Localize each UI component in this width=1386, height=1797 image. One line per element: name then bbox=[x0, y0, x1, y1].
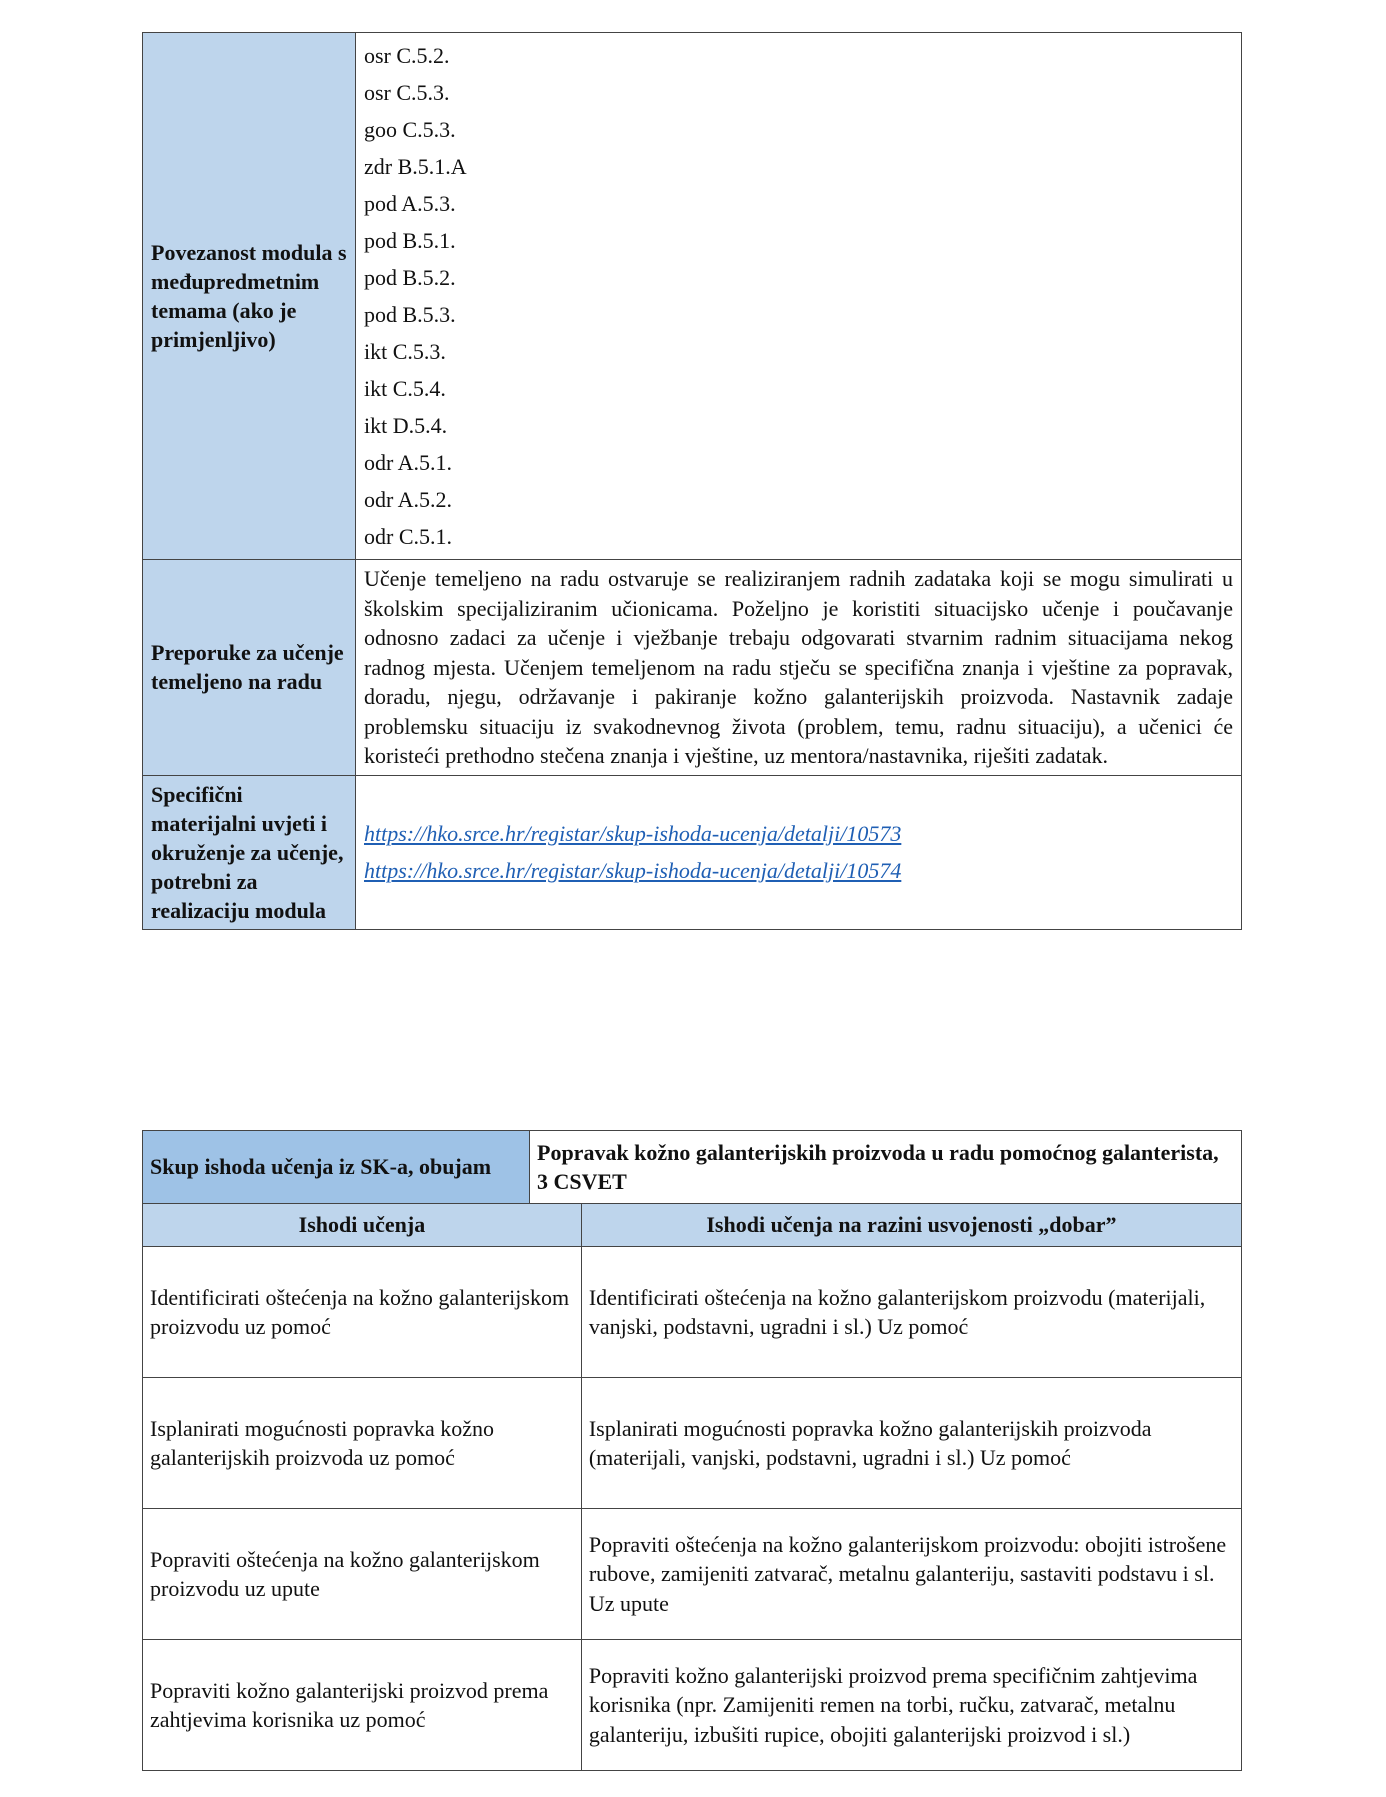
registry-link[interactable]: https://hko.srce.hr/registar/skup-ishoda-ucenja/detalji/10573 bbox=[364, 821, 902, 846]
good-level-cell: Popraviti oštećenja na kožno galanterijskom proizvodu: obojiti istrošene rubove, zamijeniti zatvarač, metalnu galanteriju, sastaviti podstavu i sl. Uz upute bbox=[581, 1509, 1241, 1640]
good-level-cell: Identificirati oštećenja na kožno galanterijskom proizvodu (materijali, vanjski, podstavni, ugradni i sl.) Uz pomoć bbox=[581, 1247, 1241, 1378]
outcomes-set-header bbox=[143, 1131, 1242, 1204]
material-conditions-row bbox=[143, 775, 1242, 929]
good-level-cell: Popraviti kožno galanterijski proizvod prema specifičnim zahtjevima korisnika (npr. Zamijeniti remen na torbi, ručku, zatvarač, metalnu galanteriju, izbušiti rupice, obojiti galanterijski proizvod i sl.) bbox=[581, 1640, 1241, 1771]
table-row bbox=[143, 1509, 1242, 1640]
work-based-learning-row bbox=[143, 560, 1242, 776]
code-item: goo C.5.3. bbox=[364, 117, 456, 142]
row-label: Specifični materijalni uvjeti i okruženje za učenje, potrebni za realizaciju modula bbox=[143, 775, 356, 929]
table-row bbox=[143, 1640, 1242, 1771]
good-level-cell: Isplanirati mogućnosti popravka kožno galanterijskih proizvoda (materijali, vanjski, podstavni, ugradni i sl.) Uz pomoć bbox=[581, 1378, 1241, 1509]
code-item: osr C.5.3. bbox=[364, 80, 450, 105]
col-header-outcomes: Ishodi učenja bbox=[143, 1204, 582, 1247]
set-label: Skup ishoda učenja iz SK-a, obujam bbox=[143, 1131, 530, 1204]
col-header-good-level: Ishodi učenja na razini usvojenosti „dobar” bbox=[581, 1204, 1241, 1247]
code-item: pod B.5.3. bbox=[364, 302, 456, 327]
code-item: zdr B.5.1.A bbox=[364, 154, 467, 179]
cross-curricular-codes bbox=[356, 33, 1242, 560]
code-item: pod B.5.1. bbox=[364, 228, 456, 253]
outcome-cell: Popraviti oštećenja na kožno galanterijskom proizvodu uz upute bbox=[143, 1509, 582, 1640]
code-item: odr A.5.2. bbox=[364, 487, 452, 512]
recommendation-text: Učenje temeljeno na radu ostvaruje se realiziranjem radnih zadataka koji se mogu simulirati u školskim specijaliziranim učionicama. Poželjno je koristiti situacijsko učenje i poučavanje odnosno zadaci za učenje i vježbanje trebaju odgovarati stvarnim radnim situacijama nekog radnog mjesta. Učenjem temeljenom na radu stječu se specifična znanja i vještine za popravak, doradu, njegu, održavanje i pakiranje kožno galanterijskih proizvoda. Nastavnik zadaje problemsku situaciju iz svakodnevnog života (problem, temu, radnu situaciju), a učenici će koristeći prethodno stečena znanja i vještine, uz mentora/nastavnika, riješiti zadatak. bbox=[364, 566, 1233, 768]
code-item: ikt C.5.4. bbox=[364, 376, 446, 401]
column-headers bbox=[143, 1204, 1242, 1247]
set-value: Popravak kožno galanterijskih proizvoda u radu pomoćnog galanterista, 3 CSVET bbox=[530, 1131, 1242, 1204]
row-label: Preporuke za učenje temeljeno na radu bbox=[143, 560, 356, 776]
code-item: ikt C.5.3. bbox=[364, 339, 446, 364]
learning-outcomes-table bbox=[142, 1130, 1242, 1771]
code-item: odr A.5.1. bbox=[364, 450, 452, 475]
outcome-cell: Isplanirati mogućnosti popravka kožno galanterijskih proizvoda uz pomoć bbox=[143, 1378, 582, 1509]
outcome-cell: Identificirati oštećenja na kožno galanterijskom proizvodu uz pomoć bbox=[143, 1247, 582, 1378]
code-item: osr C.5.2. bbox=[364, 43, 450, 68]
cross-curricular-row bbox=[143, 33, 1242, 560]
code-item: pod B.5.2. bbox=[364, 265, 456, 290]
code-item: pod A.5.3. bbox=[364, 191, 456, 216]
code-item: ikt D.5.4. bbox=[364, 413, 448, 438]
registry-link[interactable]: https://hko.srce.hr/registar/skup-ishoda-ucenja/detalji/10574 bbox=[364, 858, 902, 883]
module-info-table bbox=[142, 32, 1242, 930]
table-row bbox=[143, 1247, 1242, 1378]
table-row bbox=[143, 1378, 1242, 1509]
row-label: Povezanost modula s međupredmetnim temama (ako je primjenljivo) bbox=[143, 33, 356, 560]
code-item: odr C.5.1. bbox=[364, 524, 452, 549]
outcome-cell: Popraviti kožno galanterijski proizvod prema zahtjevima korisnika uz pomoć bbox=[143, 1640, 582, 1771]
